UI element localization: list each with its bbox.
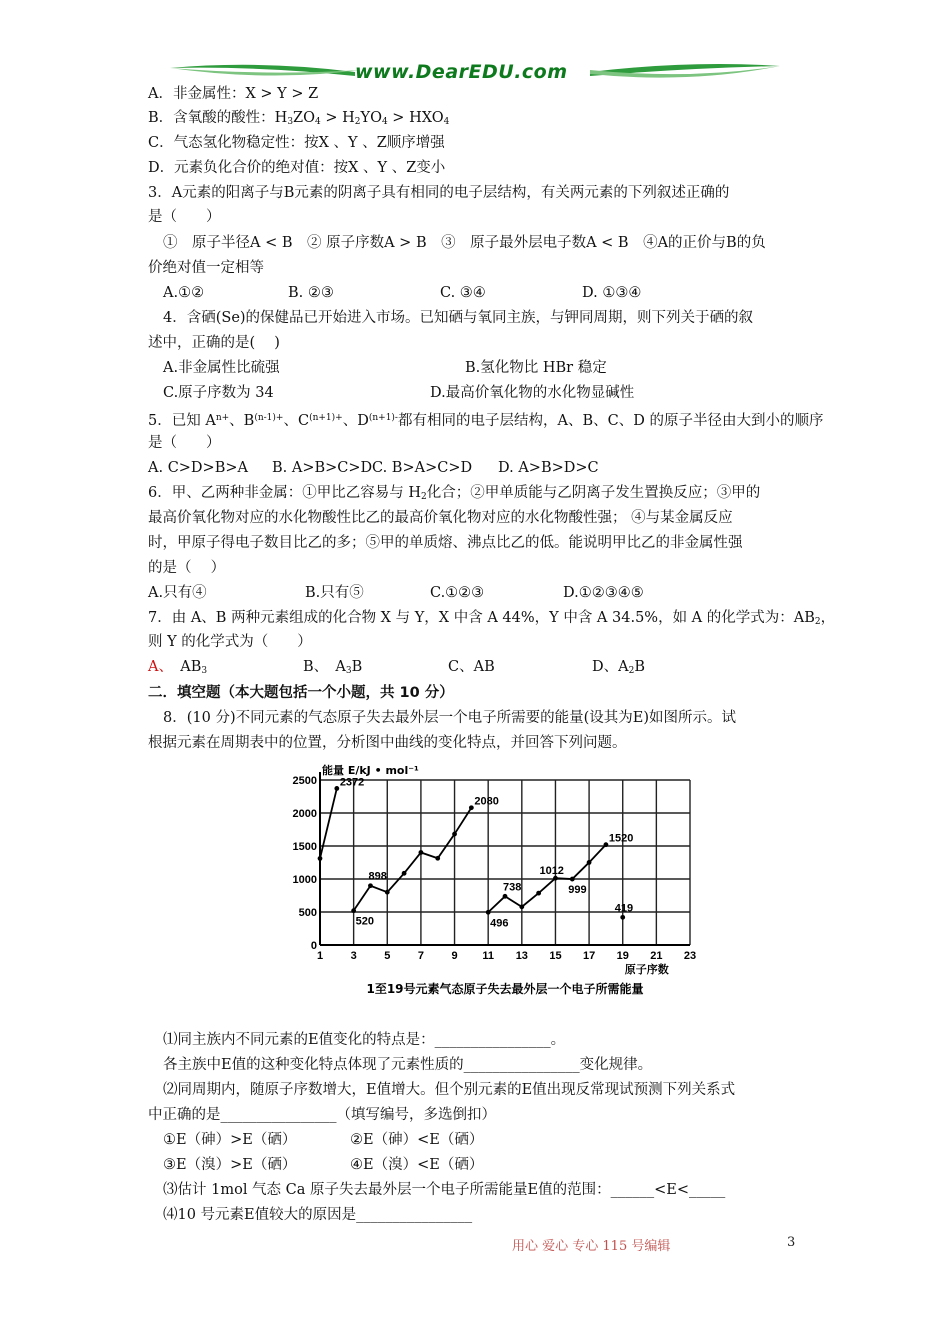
q8-part2-opt1: ①E（砷）>E（硒） (163, 1132, 297, 1148)
site-header: www.DearEDU.com (355, 61, 568, 83)
y-tick-label: 2500 (292, 775, 317, 787)
q3-option-d: D. ①③④ (582, 285, 642, 301)
data-point (385, 890, 390, 895)
y-tick-label: 1500 (292, 841, 317, 853)
x-tick-label: 15 (549, 950, 562, 962)
q2-option-b: B．含氧酸的酸性：$H_3ZO_4 > H_2YO_4 > HXO_4$ (148, 110, 450, 127)
data-label: 419 (614, 902, 634, 915)
q8-part2b: 中正确的是________________（填写编号，多选倒扣） (148, 1107, 496, 1123)
q4-option-c: C.原子序数为 34 (163, 385, 274, 401)
data-label: 1520 (608, 832, 634, 845)
q6-stem-2: 最高价氧化物对应的水化物酸性比乙的最高价氧化物对应的水化物酸性强； ④与某金属反应 (148, 510, 733, 526)
q8-part1: ⑴同主族内不同元素的E值变化的特点是：________________。 (163, 1032, 566, 1048)
footer-editor-note: 用心 爱心 专心 115 号编辑 (512, 1239, 671, 1254)
q7-stem: 7．由 A、B 两种元素组成的化合物 X 与 Y，X 中含 A 44%，Y 中含 A 34.5%，如 A 的化学式为：$AB_2$， (148, 610, 836, 627)
data-point (402, 871, 407, 876)
q8-part4: ⑷10 号元素E值较大的原因是________________ (163, 1207, 473, 1223)
data-point (469, 805, 474, 810)
data-label: 2372 (339, 776, 365, 789)
q7-stem-end: 则 Y 的化学式为（ ） (148, 634, 312, 650)
x-tick-label: 13 (515, 950, 528, 962)
data-point (604, 842, 609, 847)
series-line (354, 808, 472, 911)
q8-part2-opt2: ②E（砷）<E（硒） (350, 1132, 484, 1148)
x-tick-label: 11 (482, 950, 495, 962)
q7-option-a: A、 $AB_3$ (148, 659, 208, 676)
data-label: 1012 (539, 865, 564, 878)
data-point (519, 904, 524, 909)
q8-part2-opt3: ③E（溴）>E（硒） (163, 1157, 297, 1173)
q3-option-b: B. ②③ (288, 285, 334, 301)
data-point (419, 850, 424, 855)
q6-option-b: B.只有⑤ (305, 585, 364, 601)
q5-option-b: B. A>B>C>D (272, 460, 373, 476)
x-tick-label: 23 (683, 950, 697, 962)
data-label: 496 (490, 917, 509, 930)
q8-part2-opt4: ④E（溴）<E（硒） (350, 1157, 484, 1173)
q4-option-a: A.非金属性比硫强 (163, 360, 280, 376)
q3-stem-end: 是（ ） (148, 209, 221, 225)
x-tick-label: 3 (350, 950, 357, 962)
data-point (318, 856, 323, 861)
x-tick-label: 17 (582, 950, 596, 962)
data-point (334, 786, 339, 791)
y-tick-label: 0 (310, 940, 317, 952)
q8-part2: ⑵同周期内，随原子序数增大，E值增大。但个别元素的E值出现反常现试预测下列关系式 (163, 1082, 736, 1098)
chart-title: 1至19号元素气态原子失去最外层一个电子所需能量 (366, 982, 644, 996)
q6-stem-end: 的是（ ） (148, 560, 226, 576)
q2-option-a: A．非金属性：X > Y > Z (148, 86, 319, 102)
q5-option-a: A. C>D>B>A (148, 460, 248, 476)
q3-statements: ① 原子半径A < B ② 原子序数A > B ③ 原子最外层电子数A < B ④A的正价与B的负 (163, 235, 766, 251)
q5-stem: 5．已知 $A^{n+}$、$B^{(n-1)+}$、$C^{(n+1)+}$、$D^{(n+1)-}$都有相同的电子层结构，A、B、C、D 的原子半径由大到小的顺序 (148, 413, 824, 429)
q3-statements-end: 价绝对值一定相等 (148, 260, 264, 276)
q7-option-b: B、 $A_3B$ (303, 659, 363, 676)
data-label: 520 (355, 915, 374, 928)
q5-option-c: C. B>A>C>D (372, 460, 473, 476)
q3-stem: 3．A元素的阳离子与B元素的阴离子具有相同的电子层结构，有关两元素的下列叙述正确的 (148, 185, 730, 201)
q2-option-c: C．气态氢化物稳定性：按X 、Y 、Z顺序增强 (148, 135, 445, 151)
data-label: 999 (568, 884, 587, 897)
q6-option-a: A.只有④ (148, 585, 207, 601)
series-line (320, 788, 337, 858)
data-point (587, 860, 592, 865)
data-point (620, 915, 625, 920)
q2-option-d: D．元素负化合价的绝对值：按X 、Y 、Z变小 (148, 160, 446, 176)
data-point (452, 832, 457, 837)
data-point (503, 894, 508, 899)
data-point (536, 891, 541, 896)
y-tick-label: 2000 (292, 808, 317, 820)
q8-part3: ⑶估计 1mol 气态 Ca 原子失去最外层一个电子所需能量E值的范围：______<E<_____ (163, 1182, 726, 1198)
x-tick-label: 19 (616, 950, 629, 962)
q4-option-d: D.最高价氧化物的水化物显碱性 (430, 385, 635, 401)
data-point (368, 883, 373, 888)
y-tick-label: 500 (298, 907, 317, 919)
q8-part1b: 各主族中E值的这种变化特点体现了元素性质的________________变化规律。 (163, 1057, 653, 1073)
q4-stem: 4．含硒(Se)的保健品已开始进入市场。已知硒与氧同主族，与钾同周期，则下列关于硒的叙 (163, 310, 754, 326)
data-point (570, 877, 575, 882)
x-tick-label: 21 (650, 950, 663, 962)
data-label: 898 (368, 870, 387, 883)
x-tick-label: 1 (316, 950, 324, 962)
q4-option-b: B.氢化物比 HBr 稳定 (465, 360, 607, 376)
q5-option-d: D. A>B>D>C (498, 460, 599, 476)
q7-option-d: D、$A_2B$ (592, 659, 645, 676)
data-label: 2080 (474, 795, 499, 808)
section-fill-in-heading: 二．填空题（本大题包括一个小题，共 10 分） (148, 685, 454, 701)
q6-stem-3: 时，甲原子得电子数目比乙的多；⑤甲的单质熔、沸点比乙的低。能说明甲比乙的非金属性强 (148, 535, 743, 551)
data-point (486, 910, 491, 915)
ionization-energy-chart (292, 760, 715, 1010)
x-axis-label: 原子序数 (624, 963, 669, 976)
q3-option-c: C. ③④ (440, 285, 486, 301)
data-label: 738 (503, 881, 522, 894)
x-tick-label: 5 (384, 950, 391, 962)
q6-stem: 6．甲、乙两种非金属：①甲比乙容易与 $H_2$化合；②甲单质能与乙阴离子发生置换反应；③甲的 (148, 485, 761, 502)
y-tick-label: 1000 (292, 874, 317, 886)
q3-option-a: A.①② (163, 285, 205, 301)
q8-stem-end: 根据元素在周期表中的位置，分析图中曲线的变化特点，并回答下列问题。 (148, 735, 627, 751)
q4-stem-end: 述中，正确的是( ) (148, 335, 280, 351)
q5-stem-end: 是（ ） (148, 435, 221, 451)
q6-option-d: D.①②③④⑤ (563, 585, 644, 601)
q7-option-c: C、AB (448, 659, 495, 675)
q6-option-c: C.①②③ (430, 585, 485, 601)
data-point (351, 908, 356, 913)
y-axis-label: 能量 E/kJ • mol⁻¹ (322, 764, 419, 777)
data-point (435, 856, 440, 861)
q8-stem: 8．(10 分)不同元素的气态原子失去最外层一个电子所需要的能量(设其为E)如图所示。试 (163, 710, 736, 726)
x-tick-label: 9 (451, 950, 458, 962)
x-tick-label: 7 (417, 950, 424, 962)
page-number: 3 (787, 1235, 796, 1250)
